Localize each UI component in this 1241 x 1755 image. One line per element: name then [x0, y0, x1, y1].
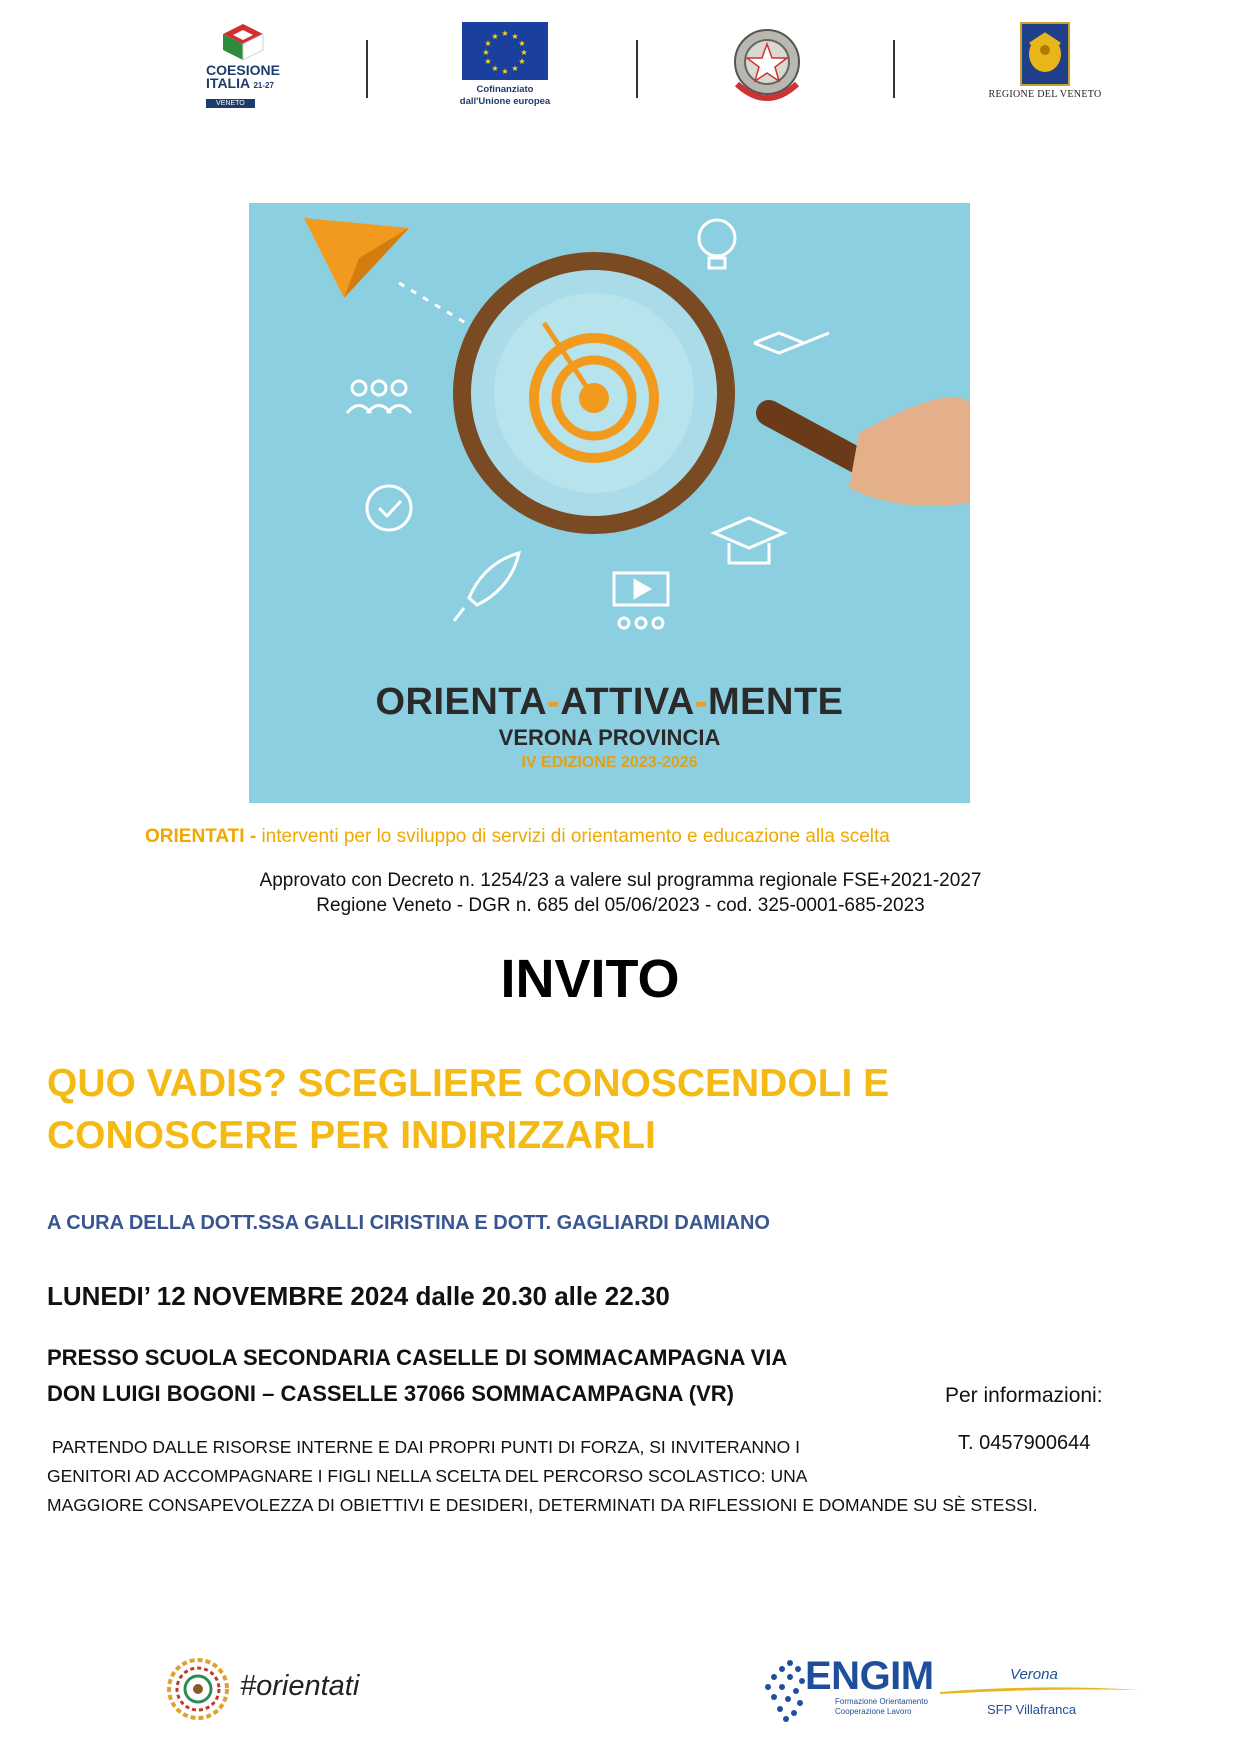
veneto-label: VENETO [206, 99, 255, 108]
gear-check-icon [367, 486, 411, 530]
programme-brand: ORIENTATI - [145, 826, 257, 847]
svg-text:★: ★ [511, 64, 519, 73]
coesione-cube-icon [215, 22, 271, 62]
regione-veneto-caption: REGIONE DEL VENETO [988, 89, 1102, 100]
hero-edition: IV EDIZIONE 2023-2026 [521, 754, 698, 771]
italia-label: ITALIA [206, 75, 250, 91]
hero-title-part2: ATTIVA [560, 681, 695, 723]
coesione-label: COESIONE [206, 62, 280, 78]
orientati-lion-logo-icon [165, 1656, 231, 1722]
hero-title-dash2: - [694, 681, 709, 723]
video-presentation-icon [614, 573, 668, 628]
hero-title [249, 681, 970, 724]
repubblica-italiana-emblem [722, 22, 812, 122]
info-phone: T. 0457900644 [958, 1432, 1091, 1454]
coesione-italia-logo [198, 22, 288, 122]
regione-veneto-logo [970, 22, 1120, 122]
sfp-villafranca-label: SFP Villafranca [987, 1702, 1077, 1717]
hero-title-dash1: - [547, 681, 561, 723]
logo-divider [366, 40, 368, 98]
engim-dots-icon [760, 1655, 810, 1725]
rocket-icon [454, 553, 519, 621]
engim-subtitle-line2: Cooperazione Lavoro [835, 1707, 912, 1716]
hero-title-part3: MENTE [708, 681, 844, 723]
svg-text:★: ★ [491, 32, 499, 41]
lion-of-saint-mark-icon [1020, 22, 1070, 86]
svg-text:★: ★ [511, 32, 519, 41]
eu-logo [445, 22, 565, 122]
orientati-hashtag: #orientati [240, 1670, 360, 1702]
info-label: Per informazioni: [945, 1384, 1103, 1407]
invite-heading: INVITO [500, 949, 680, 1009]
people-group-icon [347, 381, 411, 413]
graduation-cap-icon [714, 518, 784, 563]
lightbulb-icon [699, 220, 735, 268]
svg-text:★: ★ [501, 29, 509, 38]
svg-text:★: ★ [482, 48, 490, 57]
eu-caption-line2: dall'Unione europea [459, 96, 551, 107]
event-title-line2: CONOSCERE PER INDIRIZZARLI [47, 1114, 656, 1157]
hero-title-part1: ORIENTA [375, 681, 548, 723]
location-line1: PRESSO SCUOLA SECONDARIA CASELLE DI SOMMACAMPAGNA VIA [47, 1345, 788, 1370]
verona-swoosh-icon [940, 1684, 1140, 1698]
hand-shape [849, 397, 970, 506]
svg-text:★: ★ [518, 57, 526, 66]
years-label: 21-27 [253, 81, 274, 90]
svg-text:★: ★ [484, 57, 492, 66]
curated-by: A CURA DELLA DOTT.SSA GALLI CIRISTINA E DOTT. GAGLIARDI DAMIANO [47, 1212, 770, 1234]
engim-subtitle [835, 1697, 928, 1717]
italian-emblem-icon [727, 22, 807, 110]
event-date: LUNEDI’ 12 NOVEMBRE 2024 dalle 20.30 alle 22.30 [47, 1281, 670, 1311]
approval-line1: Approvato con Decreto n. 1254/23 a valere sul programma regionale FSE+2021-2027 [259, 870, 982, 891]
location-line2: DON LUIGI BOGONI – CASSELLE 37066 SOMMACAMPAGNA (VR) [47, 1381, 734, 1406]
approval-line2: Regione Veneto - DGR n. 685 del 05/06/2023 - cod. 325-0001-685-2023 [316, 895, 925, 916]
programme-tagline [145, 826, 890, 848]
event-description [47, 1433, 1167, 1520]
svg-text:★: ★ [484, 39, 492, 48]
eu-caption-line1: Cofinanziato [476, 84, 534, 95]
svg-text:★: ★ [491, 64, 499, 73]
paper-plane-icon [304, 218, 409, 298]
hero-image [249, 203, 970, 803]
hero-subtitle: VERONA PROVINCIA [498, 725, 721, 750]
svg-text:★: ★ [520, 48, 528, 57]
description-line2: GENITORI AD ACCOMPAGNARE I FIGLI NELLA SCELTA DEL PERCORSO SCOLASTICO: UNA [47, 1466, 808, 1486]
svg-text:★: ★ [501, 67, 509, 76]
engim-subtitle-line1: Formazione Orientamento [835, 1697, 928, 1706]
eu-flag-icon [462, 22, 548, 80]
verona-label: Verona [1010, 1666, 1058, 1683]
description-line3: MAGGIORE CONSAPEVOLEZZA DI OBIETTIVI E DESIDERI, DETERMINATI DA RIFLESSIONI E DOMANDE SU SÈ STESSI. [47, 1495, 1038, 1515]
event-title [47, 1058, 889, 1162]
event-location [47, 1340, 787, 1412]
programme-description: interventi per lo sviluppo di servizi di orientamento e educazione alla scelta [256, 826, 890, 847]
handshake-icon [754, 333, 829, 353]
logo-divider [893, 40, 895, 98]
logo-divider [636, 40, 638, 98]
description-line1: PARTENDO DALLE RISORSE INTERNE E DAI PROPRI PUNTI DI FORZA, SI INVITERANNO I [47, 1437, 800, 1457]
approval-block [0, 868, 1241, 918]
svg-text:★: ★ [518, 39, 526, 48]
event-title-line1: QUO VADIS? SCEGLIERE CONOSCENDOLI E [47, 1062, 890, 1105]
engim-logo-text: ENGIM [805, 1654, 934, 1698]
